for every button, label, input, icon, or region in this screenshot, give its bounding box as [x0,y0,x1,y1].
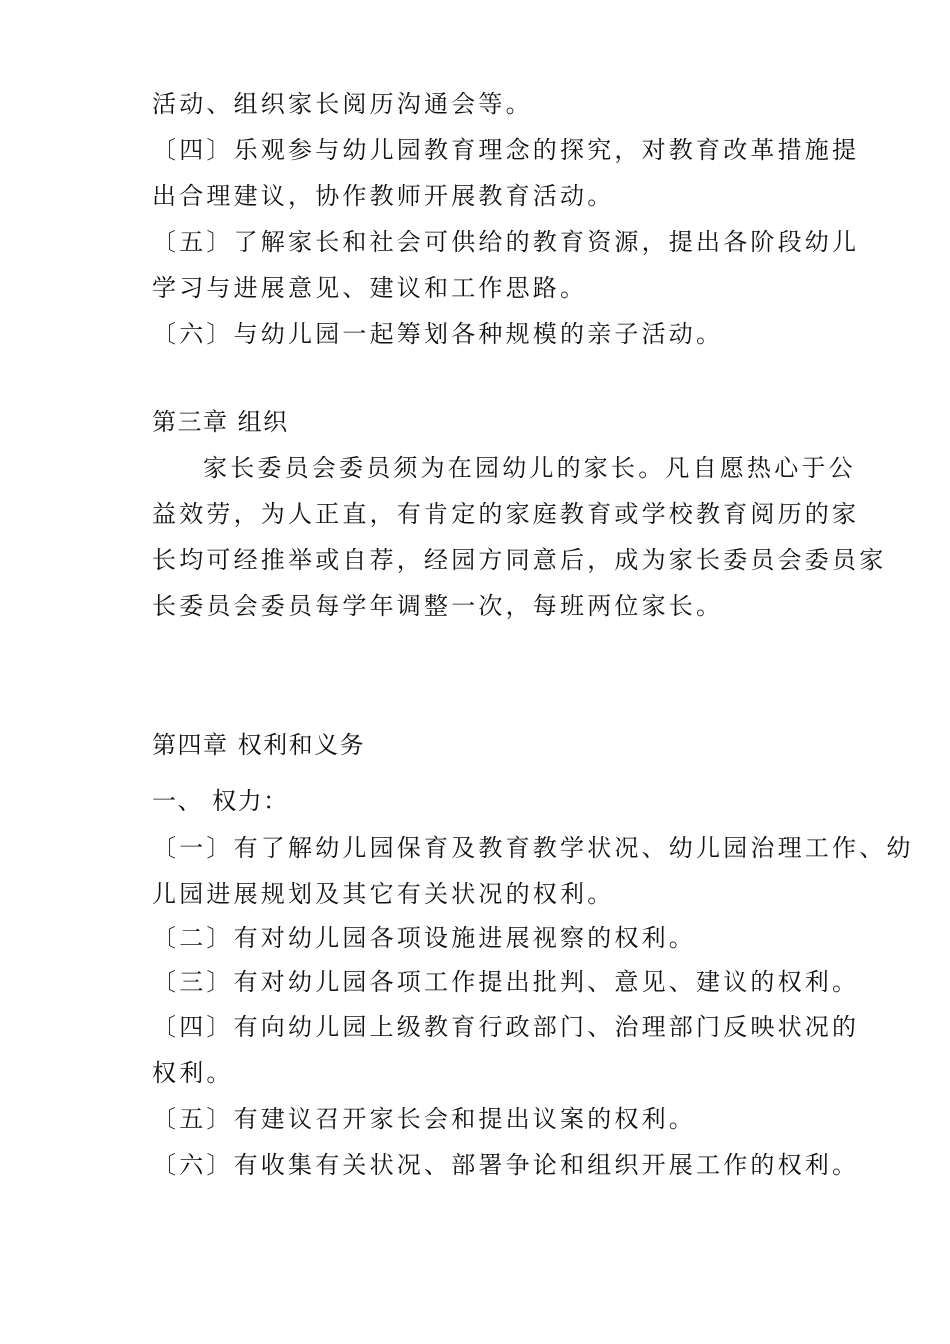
list-item: 儿园进展规划及其它有关状况的权利。 [152,880,615,908]
text-line: 〔五〕了解家长和社会可供给的教育资源，提出各阶段幼儿 [152,228,860,256]
list-item: 〔二〕有对幼儿园各项设施进展视察的权利。 [152,924,696,952]
paragraph-line: 益效劳，为人正直，有肯定的家庭教育或学校教育阅历的家 [152,500,860,528]
text-line: 学习与进展意见、建议和工作思路。 [152,274,588,302]
text-line: 活动、组织家长阅历沟通会等。 [152,90,533,118]
list-item: 〔一〕有了解幼儿园保育及教育教学状况、幼儿园治理工作、幼 [152,834,914,862]
chapter-heading: 第四章 权利和义务 [152,731,366,759]
paragraph-line: 长均可经推举或自荐，经园方同意后，成为家长委员会委员家 [152,546,887,574]
list-item: 〔六〕有收集有关状况、部署争论和组织开展工作的权利。 [152,1151,860,1179]
paragraph-line: 家长委员会委员须为在园幼儿的家长。凡自愿热心于公 [203,454,856,482]
paragraph-line: 长委员会委员每学年调整一次，每班两位家长。 [152,592,724,620]
list-item: 权利。 [152,1059,234,1087]
text-line: 出合理建议，协作教师开展教育活动。 [152,182,615,210]
section-title: 一、 权力： [152,787,289,815]
list-item: 〔五〕有建议召开家长会和提出议案的权利。 [152,1105,696,1133]
text-line: 〔四〕乐观参与幼儿园教育理念的探究，对教育改革措施提 [152,136,860,164]
list-item: 〔四〕有向幼儿园上级教育行政部门、治理部门反映状况的 [152,1013,860,1041]
text-line: 〔六〕与幼儿园一起筹划各种规模的亲子活动。 [152,320,724,348]
list-item: 〔三〕有对幼儿园各项工作提出批判、意见、建议的权利。 [152,968,860,996]
chapter-heading: 第三章 组织 [152,408,289,436]
